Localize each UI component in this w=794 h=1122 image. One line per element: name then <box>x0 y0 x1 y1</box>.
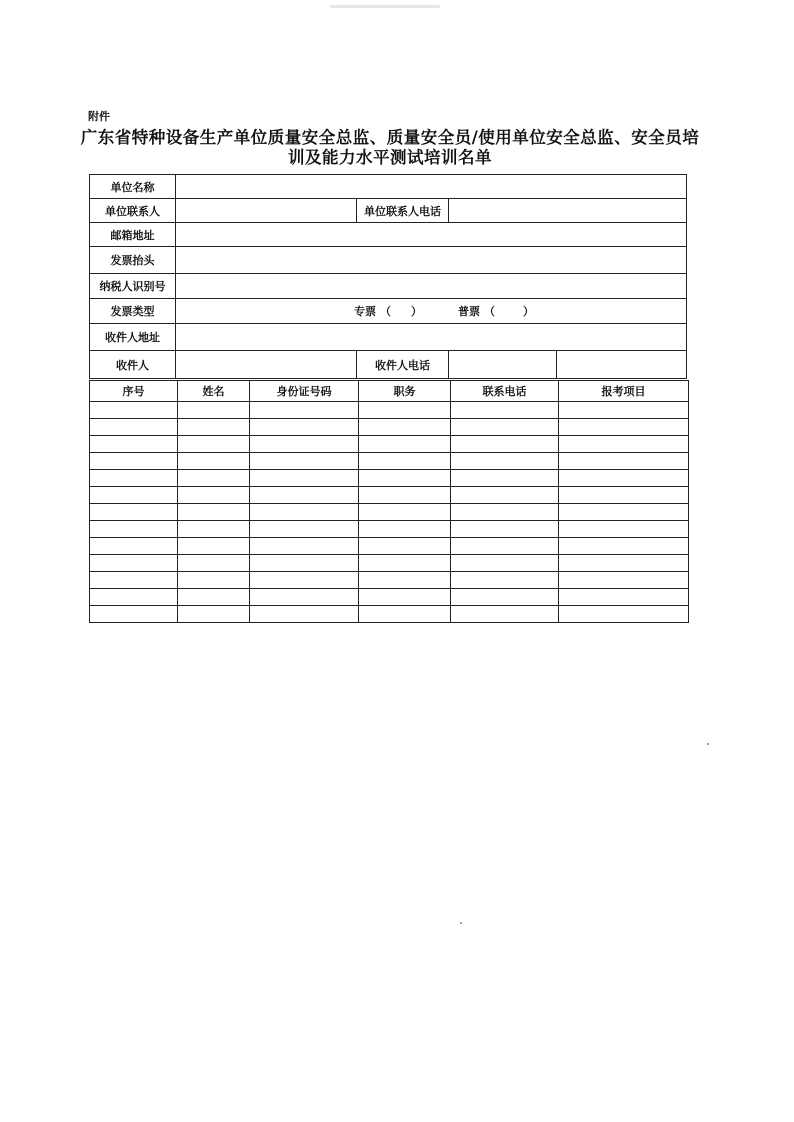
table-cell[interactable] <box>559 521 689 538</box>
table-cell[interactable] <box>178 589 250 606</box>
table-row <box>90 470 689 487</box>
table-cell[interactable] <box>451 419 559 436</box>
table-cell[interactable] <box>359 572 451 589</box>
table-cell[interactable] <box>178 572 250 589</box>
table-cell[interactable] <box>451 572 559 589</box>
unit-name-label: 单位名称 <box>90 175 176 198</box>
attachment-label: 附件 <box>88 110 110 123</box>
table-cell[interactable] <box>90 538 178 555</box>
table-cell[interactable] <box>451 504 559 521</box>
table-row <box>90 504 689 521</box>
table-cell[interactable] <box>178 521 250 538</box>
invoice-type-label: 发票类型 <box>90 299 176 323</box>
table-cell[interactable] <box>178 402 250 419</box>
table-cell[interactable] <box>178 606 250 623</box>
table-cell[interactable] <box>559 470 689 487</box>
table-cell[interactable] <box>559 419 689 436</box>
unit-contact-label: 单位联系人 <box>90 199 176 222</box>
table-cell[interactable] <box>359 487 451 504</box>
table-cell[interactable] <box>451 470 559 487</box>
table-cell[interactable] <box>90 470 178 487</box>
table-cell[interactable] <box>359 555 451 572</box>
table-cell[interactable] <box>451 521 559 538</box>
table-cell[interactable] <box>178 436 250 453</box>
title-line-1: 广东省特种设备生产单位质量安全总监、质量安全员/使用单位安全总监、安全员培 <box>80 128 700 147</box>
recipient-field[interactable] <box>176 351 357 378</box>
table-row <box>90 436 689 453</box>
table-cell[interactable] <box>178 487 250 504</box>
taxpayer-id-field[interactable] <box>176 274 686 298</box>
table-cell[interactable] <box>559 572 689 589</box>
table-cell[interactable] <box>451 436 559 453</box>
table-cell[interactable] <box>250 538 359 555</box>
table-cell[interactable] <box>559 589 689 606</box>
row-recipient <box>90 351 686 379</box>
title-line-2: 训及能力水平测试培训名单 <box>288 148 492 167</box>
scan-speck <box>460 922 462 924</box>
table-cell[interactable] <box>559 453 689 470</box>
table-row <box>90 589 689 606</box>
table-cell[interactable] <box>250 402 359 419</box>
table-cell[interactable] <box>359 589 451 606</box>
unit-contact-phone-label: 单位联系人电话 <box>357 199 449 222</box>
taxpayer-id-label: 纳税人识别号 <box>90 274 176 298</box>
table-cell[interactable] <box>250 487 359 504</box>
table-cell[interactable] <box>250 572 359 589</box>
recipient-address-label: 收件人地址 <box>90 324 176 350</box>
invoice-type-normal-option[interactable] <box>458 303 534 319</box>
table-row <box>90 555 689 572</box>
paren-open: （ <box>484 305 495 318</box>
row-invoice-type <box>90 299 686 324</box>
recipient-phone-field[interactable] <box>449 351 557 378</box>
invoice-type-field <box>176 299 686 323</box>
table-row <box>90 521 689 538</box>
table-cell[interactable] <box>90 606 178 623</box>
table-row <box>90 538 689 555</box>
table-cell[interactable] <box>559 606 689 623</box>
table-cell[interactable] <box>359 470 451 487</box>
table-cell[interactable] <box>250 453 359 470</box>
table-cell[interactable] <box>559 487 689 504</box>
table-cell[interactable] <box>451 402 559 419</box>
col-header-position: 职务 <box>359 381 451 402</box>
row-taxpayer-id <box>90 274 686 299</box>
table-cell[interactable] <box>559 555 689 572</box>
row-recipient-address <box>90 324 686 351</box>
table-cell[interactable] <box>178 419 250 436</box>
col-header-index: 序号 <box>90 381 178 402</box>
table-row <box>90 402 689 419</box>
trainee-roster-table <box>89 380 689 623</box>
invoice-type-normal-label: 普票 <box>458 305 480 318</box>
invoice-type-special-label: 专票 <box>354 305 376 318</box>
email-field[interactable] <box>176 223 686 246</box>
recipient-label: 收件人 <box>90 351 176 378</box>
table-cell[interactable] <box>178 555 250 572</box>
table-cell[interactable] <box>90 436 178 453</box>
table-cell[interactable] <box>250 470 359 487</box>
recipient-phone-label: 收件人电话 <box>357 351 449 378</box>
table-cell[interactable] <box>451 555 559 572</box>
table-cell[interactable] <box>359 402 451 419</box>
table-cell[interactable] <box>250 504 359 521</box>
table-cell[interactable] <box>90 521 178 538</box>
table-cell[interactable] <box>559 402 689 419</box>
roster-body <box>90 402 689 623</box>
table-cell[interactable] <box>250 606 359 623</box>
paren-close: ） <box>523 305 534 318</box>
table-cell[interactable] <box>451 538 559 555</box>
table-cell[interactable] <box>178 538 250 555</box>
table-cell[interactable] <box>359 436 451 453</box>
table-cell[interactable] <box>451 589 559 606</box>
scan-header-smudge <box>330 5 440 8</box>
table-cell[interactable] <box>359 504 451 521</box>
invoice-header-label: 发票抬头 <box>90 247 176 273</box>
document-title <box>80 128 700 168</box>
unit-info-form <box>89 174 687 379</box>
table-cell[interactable] <box>359 538 451 555</box>
table-cell[interactable] <box>90 555 178 572</box>
row-invoice-header <box>90 247 686 274</box>
table-cell[interactable] <box>90 453 178 470</box>
table-cell[interactable] <box>178 453 250 470</box>
recipient-address-field[interactable] <box>176 324 686 350</box>
table-row <box>90 572 689 589</box>
row-email <box>90 223 686 247</box>
table-cell[interactable] <box>90 589 178 606</box>
email-label: 邮箱地址 <box>90 223 176 246</box>
table-cell[interactable] <box>250 521 359 538</box>
table-cell[interactable] <box>250 555 359 572</box>
table-cell[interactable] <box>559 436 689 453</box>
table-cell[interactable] <box>178 470 250 487</box>
col-header-id-number: 身份证号码 <box>250 381 359 402</box>
table-cell[interactable] <box>559 538 689 555</box>
recipient-extra-field[interactable] <box>557 351 686 378</box>
roster-header-row <box>90 381 689 402</box>
unit-contact-phone-field[interactable] <box>449 199 686 222</box>
table-cell[interactable] <box>451 453 559 470</box>
table-cell[interactable] <box>90 419 178 436</box>
col-header-exam-item: 报考项目 <box>559 381 689 402</box>
scan-speck <box>707 743 709 745</box>
unit-contact-field[interactable] <box>176 199 357 222</box>
col-header-phone: 联系电话 <box>451 381 559 402</box>
paren-close: ） <box>411 305 422 318</box>
table-row <box>90 606 689 623</box>
paren-open: （ <box>380 305 391 318</box>
table-cell[interactable] <box>359 606 451 623</box>
table-cell[interactable] <box>250 419 359 436</box>
invoice-type-special-option[interactable] <box>354 303 422 319</box>
table-cell[interactable] <box>359 453 451 470</box>
table-cell[interactable] <box>359 419 451 436</box>
unit-name-field[interactable] <box>176 175 686 198</box>
table-cell[interactable] <box>250 589 359 606</box>
invoice-header-field[interactable] <box>176 247 686 273</box>
table-row <box>90 419 689 436</box>
table-cell[interactable] <box>451 606 559 623</box>
table-row <box>90 453 689 470</box>
table-cell[interactable] <box>178 504 250 521</box>
table-row <box>90 487 689 504</box>
table-cell[interactable] <box>90 572 178 589</box>
row-unit-name <box>90 175 686 199</box>
table-cell[interactable] <box>90 504 178 521</box>
table-cell[interactable] <box>359 521 451 538</box>
table-cell[interactable] <box>90 402 178 419</box>
table-cell[interactable] <box>250 436 359 453</box>
table-cell[interactable] <box>90 487 178 504</box>
table-cell[interactable] <box>559 504 689 521</box>
table-cell[interactable] <box>451 487 559 504</box>
col-header-name: 姓名 <box>178 381 250 402</box>
row-unit-contact <box>90 199 686 223</box>
